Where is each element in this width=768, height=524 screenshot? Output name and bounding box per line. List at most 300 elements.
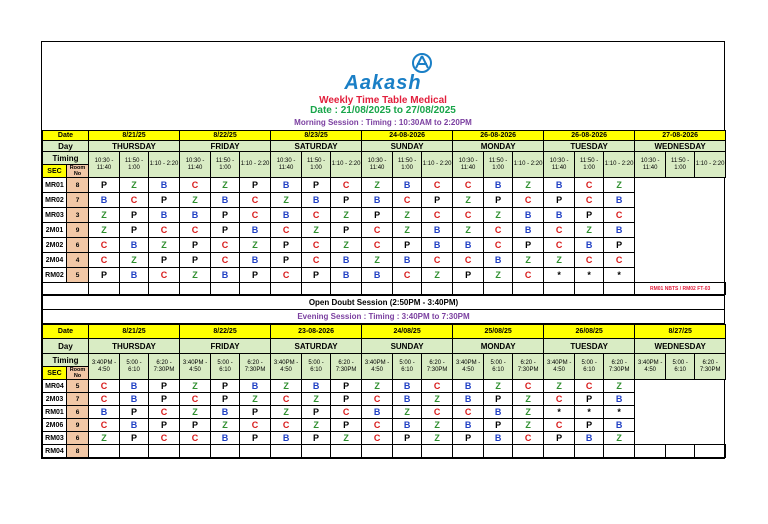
subject-cell: Z (331, 208, 362, 223)
subject-cell: C (484, 238, 513, 253)
slot-time: 1:10 - 2:20 (513, 152, 544, 178)
evening-timetable (42, 324, 726, 458)
subject-cell: C (89, 380, 120, 393)
day-cell: MONDAY (453, 339, 544, 354)
subject-cell: P (240, 432, 271, 445)
subject-cell: P (120, 223, 149, 238)
table-row (43, 208, 726, 223)
day-cell: SATURDAY (271, 141, 362, 152)
table-row (43, 380, 726, 393)
subject-cell: P (484, 193, 513, 208)
subject-cell: C (362, 223, 393, 238)
subject-cell: B (393, 253, 422, 268)
slot-time: 3:40PM - 4:50 (89, 354, 120, 380)
subject-cell: P (302, 178, 331, 193)
table-row (43, 445, 726, 458)
subject-cell: P (393, 432, 422, 445)
slot-time: 1:10 - 2:20 (331, 152, 362, 178)
slot-time: 11:50 - 1:00 (575, 152, 604, 178)
slot-time: 3:40PM - 4:50 (544, 354, 575, 380)
subject-cell: Z (302, 223, 331, 238)
slot-time: 11:50 - 1:00 (484, 152, 513, 178)
subject-cell: C (180, 178, 211, 193)
subject-cell: B (120, 393, 149, 406)
day-cell: SUNDAY (362, 141, 453, 152)
subject-cell: P (513, 238, 544, 253)
room-number: 3 (67, 208, 89, 223)
subject-cell: C (149, 268, 180, 283)
subject-cell: C (575, 193, 604, 208)
subject-cell: Z (302, 393, 331, 406)
slot-time: 11:50 - 1:00 (120, 152, 149, 178)
section-code: MR02 (43, 193, 67, 208)
day-cell: THURSDAY (89, 339, 180, 354)
subject-cell: B (393, 178, 422, 193)
section-code: RM01 (43, 406, 67, 419)
slot-time: 10:30 - 11:40 (635, 152, 666, 178)
subject-cell: P (149, 419, 180, 432)
day-cell: WEDNESDAY (635, 141, 726, 152)
room-number: 7 (67, 393, 89, 406)
date-cell: 24/08/25 (362, 325, 453, 339)
day-label: Day (43, 141, 89, 152)
page-title: Weekly Time Table Medical (319, 95, 447, 106)
subject-cell: C (180, 393, 211, 406)
section-code: RM04 (43, 445, 67, 458)
subject-cell: C (240, 193, 271, 208)
day-cell: SUNDAY (362, 339, 453, 354)
subject-cell: C (302, 208, 331, 223)
subject-cell: Z (422, 432, 453, 445)
subject-cell (180, 445, 211, 458)
subject-cell: B (484, 406, 513, 419)
slot-time: 5:00 - 6:10 (302, 354, 331, 380)
slot-time: 3:40PM - 4:50 (453, 354, 484, 380)
room-label: Room No (67, 165, 89, 178)
subject-cell: B (453, 380, 484, 393)
subject-cell: P (120, 406, 149, 419)
subject-cell (453, 445, 484, 458)
subject-cell: Z (180, 406, 211, 419)
slot-time: 10:30 - 11:40 (362, 152, 393, 178)
subject-cell: P (575, 208, 604, 223)
subject-cell: Z (393, 208, 422, 223)
day-cell: TUESDAY (544, 339, 635, 354)
subject-cell: P (331, 193, 362, 208)
subject-cell: B (453, 393, 484, 406)
subject-cell: C (513, 268, 544, 283)
subject-cell: Z (513, 419, 544, 432)
date-label: Date (43, 325, 89, 339)
subject-cell: C (240, 208, 271, 223)
subject-cell: C (393, 193, 422, 208)
subject-cell: C (240, 419, 271, 432)
date-cell: 8/22/25 (180, 325, 271, 339)
subject-cell: C (362, 419, 393, 432)
slot-time: 10:30 - 11:40 (453, 152, 484, 178)
subject-cell: Z (211, 419, 240, 432)
subject-cell: C (149, 223, 180, 238)
subject-cell: B (544, 178, 575, 193)
table-row (43, 238, 726, 253)
subject-cell: Z (604, 380, 635, 393)
subject-cell: C (180, 223, 211, 238)
sec-label: SEC (43, 367, 67, 380)
subject-cell: C (211, 253, 240, 268)
subject-cell: B (211, 268, 240, 283)
subject-cell: B (422, 223, 453, 238)
subject-cell: C (331, 178, 362, 193)
subject-cell: Z (484, 268, 513, 283)
subject-cell: B (271, 208, 302, 223)
subject-cell: B (422, 238, 453, 253)
section-code: 2M06 (43, 419, 67, 432)
subject-cell: P (271, 238, 302, 253)
subject-cell: C (271, 223, 302, 238)
subject-cell: Z (544, 380, 575, 393)
slot-time: 5:00 - 6:10 (211, 354, 240, 380)
brand-name: Aakash (344, 72, 422, 94)
day-cell: FRIDAY (180, 339, 271, 354)
subject-cell: Z (513, 406, 544, 419)
date-cell: 27-08-2026 (635, 131, 726, 141)
subject-cell: P (331, 380, 362, 393)
subject-cell: C (422, 406, 453, 419)
date-cell: 8/22/25 (180, 131, 271, 141)
subject-cell: B (240, 380, 271, 393)
subject-cell: C (302, 253, 331, 268)
subject-cell: * (544, 268, 575, 283)
subject-cell: P (331, 419, 362, 432)
subject-cell: Z (422, 393, 453, 406)
subject-cell: P (453, 268, 484, 283)
subject-cell: B (362, 406, 393, 419)
subject-cell: * (604, 406, 635, 419)
table-row (43, 432, 726, 445)
subject-cell: B (453, 419, 484, 432)
subject-cell: B (271, 178, 302, 193)
subject-cell: P (211, 380, 240, 393)
table-row (43, 193, 726, 208)
subject-cell (422, 445, 453, 458)
date-cell: 8/21/25 (89, 325, 180, 339)
slot-time: 3:40PM - 4:50 (180, 354, 211, 380)
subject-cell: Z (240, 238, 271, 253)
subject-cell: Z (513, 253, 544, 268)
section-code: MR04 (43, 380, 67, 393)
subject-cell: P (180, 419, 211, 432)
subject-cell: B (331, 268, 362, 283)
subject-cell: Z (393, 223, 422, 238)
slot-time: 3:40PM - 4:50 (362, 354, 393, 380)
subject-cell: C (575, 380, 604, 393)
subject-cell: Z (422, 419, 453, 432)
subject-cell: Z (120, 253, 149, 268)
slot-time: 11:50 - 1:00 (393, 152, 422, 178)
subject-cell: B (604, 393, 635, 406)
subject-cell: Z (362, 380, 393, 393)
subject-cell: Z (271, 380, 302, 393)
subject-cell: Z (120, 178, 149, 193)
slot-time: 6:20 - 7:30PM (331, 354, 362, 380)
subject-cell: B (362, 193, 393, 208)
slot-time: 11:50 - 1:00 (211, 152, 240, 178)
subject-cell: B (544, 208, 575, 223)
header (42, 42, 724, 130)
subject-cell: B (575, 238, 604, 253)
slot-time: 6:20 - 7:30PM (695, 354, 726, 380)
slot-time: 6:20 - 7:30PM (240, 354, 271, 380)
subject-cell: P (211, 208, 240, 223)
slot-time: 10:30 - 11:40 (544, 152, 575, 178)
subject-cell: C (362, 238, 393, 253)
subject-cell: B (484, 432, 513, 445)
subject-cell: B (149, 178, 180, 193)
subject-cell: B (211, 432, 240, 445)
slot-time: 6:20 - 7:30PM (422, 354, 453, 380)
subject-cell: P (271, 253, 302, 268)
doubt-session-table (42, 295, 725, 324)
subject-cell: P (604, 238, 635, 253)
subject-cell: C (422, 178, 453, 193)
date-label: Date (43, 131, 89, 141)
slot-time: 5:00 - 6:10 (666, 354, 695, 380)
section-code: MR03 (43, 208, 67, 223)
subject-cell: C (362, 432, 393, 445)
subject-cell: B (513, 223, 544, 238)
subject-cell: Z (180, 193, 211, 208)
morning-session-label: Morning Session : Timing : 10:30AM to 2:20PM (294, 118, 472, 127)
subject-cell: C (453, 208, 484, 223)
table-row (43, 393, 726, 406)
subject-cell: P (544, 432, 575, 445)
doubt-session-label: Open Doubt Session (2:50PM - 3:40PM) (43, 296, 725, 310)
timetable-sheet (41, 41, 725, 459)
subject-cell: C (149, 432, 180, 445)
subject-cell: C (302, 238, 331, 253)
subject-cell (544, 445, 575, 458)
table-row (43, 253, 726, 268)
subject-cell: B (604, 419, 635, 432)
subject-cell (149, 445, 180, 458)
subject-cell: C (120, 193, 149, 208)
subject-cell: B (604, 223, 635, 238)
subject-cell: C (422, 208, 453, 223)
room-label: Room No (67, 367, 89, 380)
subject-cell: C (89, 238, 120, 253)
subject-cell: C (453, 178, 484, 193)
room-number: 8 (67, 445, 89, 458)
subject-cell (484, 445, 513, 458)
subject-cell: Z (271, 193, 302, 208)
subject-cell: P (453, 432, 484, 445)
day-label: Day (43, 339, 89, 354)
subject-cell: B (393, 393, 422, 406)
slot-time: 5:00 - 6:10 (484, 354, 513, 380)
day-cell: SATURDAY (271, 339, 362, 354)
subject-cell: P (302, 432, 331, 445)
subject-cell: B (89, 406, 120, 419)
timing-label: Timing (43, 354, 89, 367)
day-cell: TUESDAY (544, 141, 635, 152)
subject-cell: P (331, 393, 362, 406)
date-cell: 8/21/25 (89, 131, 180, 141)
day-cell: MONDAY (453, 141, 544, 152)
subject-cell: C (362, 393, 393, 406)
room-number: 9 (67, 419, 89, 432)
slot-time: 11:50 - 1:00 (302, 152, 331, 178)
subject-cell (211, 445, 240, 458)
subject-cell: Z (89, 208, 120, 223)
subject-cell: * (604, 268, 635, 283)
subject-cell: Z (393, 406, 422, 419)
subject-cell (331, 445, 362, 458)
subject-cell: C (544, 238, 575, 253)
subject-cell: P (149, 193, 180, 208)
room-number: 4 (67, 253, 89, 268)
subject-cell: P (544, 193, 575, 208)
room-number: 8 (67, 178, 89, 193)
subject-cell: B (484, 178, 513, 193)
table-row (43, 406, 726, 419)
subject-cell: P (240, 406, 271, 419)
subject-cell: B (240, 223, 271, 238)
date-cell: 23-08-2026 (271, 325, 362, 339)
subject-cell: Z (180, 268, 211, 283)
subject-cell: C (484, 223, 513, 238)
subject-cell: B (575, 432, 604, 445)
section-code: 2M03 (43, 393, 67, 406)
subject-cell: B (149, 208, 180, 223)
subject-cell: Z (513, 393, 544, 406)
morning-timetable (42, 130, 726, 295)
subject-cell: P (89, 178, 120, 193)
subject-cell: P (302, 406, 331, 419)
room-number: 5 (67, 268, 89, 283)
subject-cell: Z (211, 178, 240, 193)
slot-time: 1:10 - 2:20 (422, 152, 453, 178)
room-number: 6 (67, 238, 89, 253)
slot-time: 5:00 - 6:10 (393, 354, 422, 380)
timing-label: Timing (43, 152, 89, 165)
subject-cell: B (331, 253, 362, 268)
subject-cell (240, 445, 271, 458)
subject-cell: Z (513, 178, 544, 193)
subject-cell: P (362, 208, 393, 223)
subject-cell: C (453, 253, 484, 268)
subject-cell: C (271, 419, 302, 432)
subject-cell: B (240, 253, 271, 268)
slot-time: 1:10 - 2:20 (695, 152, 726, 178)
subject-cell: C (89, 253, 120, 268)
date-cell: 8/23/25 (271, 131, 362, 141)
slot-time: 3:40PM - 4:50 (635, 354, 666, 380)
subject-cell: Z (362, 253, 393, 268)
subject-cell: C (271, 268, 302, 283)
evening-session-label: Evening Session : Timing : 3:40PM to 7:30PM (43, 310, 725, 324)
subject-cell: P (120, 208, 149, 223)
subject-cell (575, 445, 604, 458)
subject-cell: B (120, 268, 149, 283)
subject-cell: P (211, 393, 240, 406)
subject-cell: Z (240, 393, 271, 406)
section-code: 2M04 (43, 253, 67, 268)
subject-cell (393, 445, 422, 458)
subject-cell: P (575, 393, 604, 406)
subject-cell: B (393, 419, 422, 432)
subject-cell (604, 445, 635, 458)
table-row (43, 178, 726, 193)
subject-cell: B (484, 253, 513, 268)
subject-cell: B (120, 419, 149, 432)
subject-cell: C (544, 393, 575, 406)
subject-cell: P (331, 223, 362, 238)
subject-cell: Z (89, 432, 120, 445)
subject-cell: B (271, 432, 302, 445)
subject-cell (89, 445, 120, 458)
subject-cell: Z (604, 432, 635, 445)
subject-cell: C (393, 268, 422, 283)
slot-time: 1:10 - 2:20 (240, 152, 271, 178)
subject-cell: P (302, 268, 331, 283)
subject-cell: B (302, 380, 331, 393)
subject-cell: C (513, 380, 544, 393)
subject-cell: Z (422, 268, 453, 283)
subject-cell: C (513, 432, 544, 445)
section-code: 2M02 (43, 238, 67, 253)
subject-cell: Z (604, 178, 635, 193)
date-cell: 8/27/25 (635, 325, 726, 339)
section-code: RM02 (43, 268, 67, 283)
subject-cell: P (211, 223, 240, 238)
sec-label: SEC (43, 165, 67, 178)
subject-cell: P (575, 419, 604, 432)
subject-cell: C (604, 208, 635, 223)
footnote: RM01 NBTS / RM02 FT-03 (635, 283, 726, 295)
subject-cell: Z (484, 208, 513, 223)
subject-cell: C (575, 178, 604, 193)
subject-cell (302, 445, 331, 458)
subject-cell (120, 445, 149, 458)
slot-time: 1:10 - 2:20 (604, 152, 635, 178)
subject-cell: B (211, 193, 240, 208)
subject-cell: C (422, 253, 453, 268)
slot-time: 6:20 - 7:30PM (604, 354, 635, 380)
subject-cell: C (89, 393, 120, 406)
subject-cell (362, 445, 393, 458)
subject-cell: Z (89, 223, 120, 238)
table-row (43, 268, 726, 283)
room-number: 6 (67, 432, 89, 445)
subject-cell: Z (149, 238, 180, 253)
subject-cell: C (89, 419, 120, 432)
subject-cell: C (271, 393, 302, 406)
subject-cell: C (513, 193, 544, 208)
day-cell: WEDNESDAY (635, 339, 726, 354)
slot-time: 6:20 - 7:30PM (149, 354, 180, 380)
subject-cell: C (180, 432, 211, 445)
slot-time: 5:00 - 6:10 (120, 354, 149, 380)
subject-cell: P (180, 253, 211, 268)
subject-cell: P (240, 268, 271, 283)
date-cell: 26-08-2026 (544, 131, 635, 141)
subject-cell: B (604, 193, 635, 208)
slot-time: 3:40PM - 4:50 (271, 354, 302, 380)
subject-cell: C (544, 223, 575, 238)
slot-time: 10:30 - 11:40 (89, 152, 120, 178)
subject-cell: C (422, 380, 453, 393)
table-row (43, 419, 726, 432)
